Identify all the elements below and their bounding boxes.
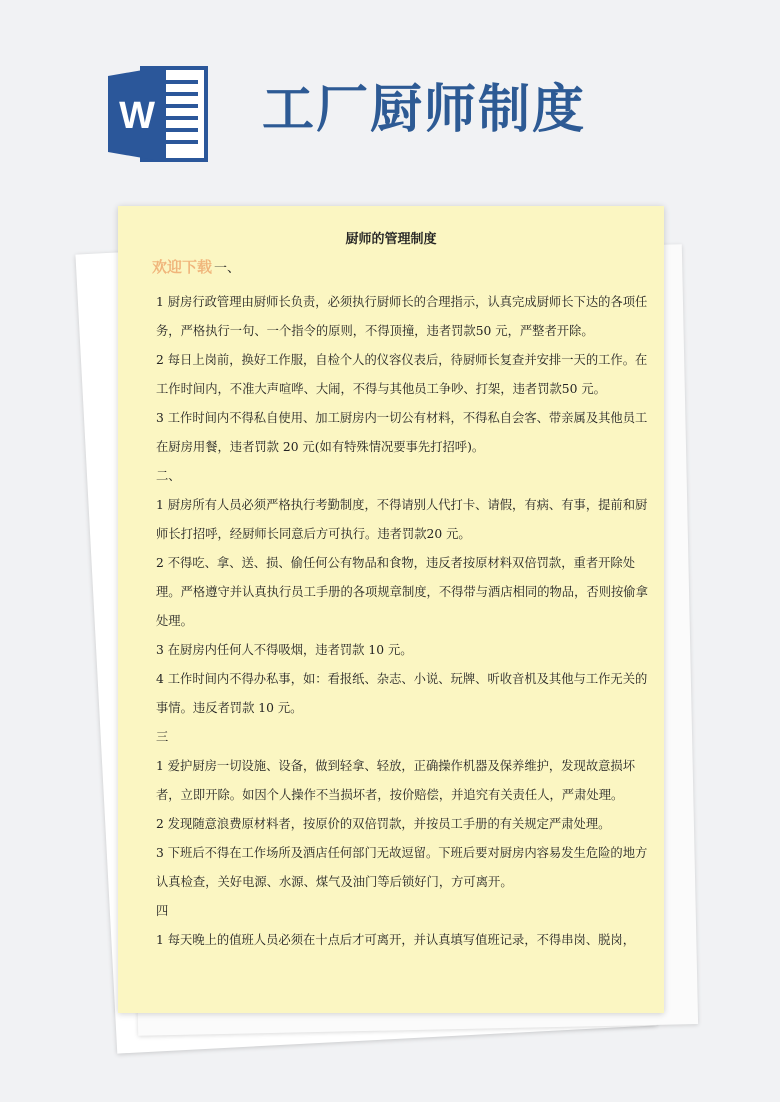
document-body bbox=[156, 288, 652, 955]
welcome-download-text: 欢迎下载 bbox=[152, 258, 213, 276]
paragraph: 3 工作时间内不得私自使用、加工厨房内一切公有材料，不得私自会客、带亲属及其他员工在厨房用餐，违者罚款 20 元(如有特殊情况要事先打招呼)。 bbox=[156, 411, 648, 454]
word-icon-letter: W bbox=[119, 95, 155, 137]
paragraph: 3 下班后不得在工作场所及酒店任何部门无故逗留。下班后要对厨房内容易发生危险的地方认真检查，关好电源、水源、煤气及油门等后锁好门，方可离开。 bbox=[156, 846, 648, 889]
word-document-icon bbox=[108, 66, 208, 162]
paragraph: 2 发现随意浪费原材料者，按原价的双倍罚款，并按员工手册的有关规定严肃处理。 bbox=[156, 817, 611, 831]
page-title: 工厂厨师制度 bbox=[262, 80, 587, 140]
paragraph: 4 工作时间内不得办私事，如：看报纸、杂志、小说、玩牌、听收音机及其他与工作无关的事情。违反者罚款 10 元。 bbox=[156, 672, 648, 715]
section-label: 四 bbox=[156, 904, 169, 918]
header-banner bbox=[0, 0, 780, 200]
document-title: 厨师的管理制度 bbox=[345, 232, 437, 247]
paragraph: 1 每天晚上的值班人员必须在十点后才可离开，并认真填写值班记录，不得串岗、脱岗， bbox=[156, 933, 636, 947]
paragraph: 1 厨房所有人员必须严格执行考勤制度，不得请别人代打卡、请假，有病、有事，提前和厨师长打招呼，经厨师长同意后方可执行。违者罚款20 元。 bbox=[156, 498, 648, 541]
section-label: 二、 bbox=[156, 469, 181, 483]
welcome-row bbox=[152, 256, 240, 277]
document-page bbox=[118, 206, 664, 1013]
section-label: 三 bbox=[156, 730, 169, 744]
paragraph: 2 每日上岗前，换好工作服，自检个人的仪容仪表后，待厨师长复查并安排一天的工作。在工作时间内，不准大声喧哗、大闹，不得与其他员工争吵、打架，违者罚款50 元。 bbox=[156, 353, 648, 396]
paragraph: 1 厨房行政管理由厨师长负责，必须执行厨师长的合理指示，认真完成厨师长下达的各项任务，严格执行一句、一个指令的原则，不得顶撞，违者罚款50 元，严整者开除。 bbox=[156, 295, 648, 338]
paragraph: 2 不得吃、拿、送、损、偷任何公有物品和食物，违反者按原材料双倍罚款，重者开除处理。严格遵守并认真执行员工手册的各项规章制度，不得带与酒店相同的物品，否则按偷拿处理。 bbox=[156, 556, 648, 628]
paragraph: 1 爱护厨房一切设施、设备，做到轻拿、轻放，正确操作机器及保养维护，发现故意损坏者，立即开除。如因个人操作不当损坏者，按价赔偿，并追究有关责任人，严肃处理。 bbox=[156, 759, 636, 802]
section-label: 一、 bbox=[214, 261, 241, 276]
paragraph: 3 在厨房内任何人不得吸烟，违者罚款 10 元。 bbox=[156, 643, 413, 657]
